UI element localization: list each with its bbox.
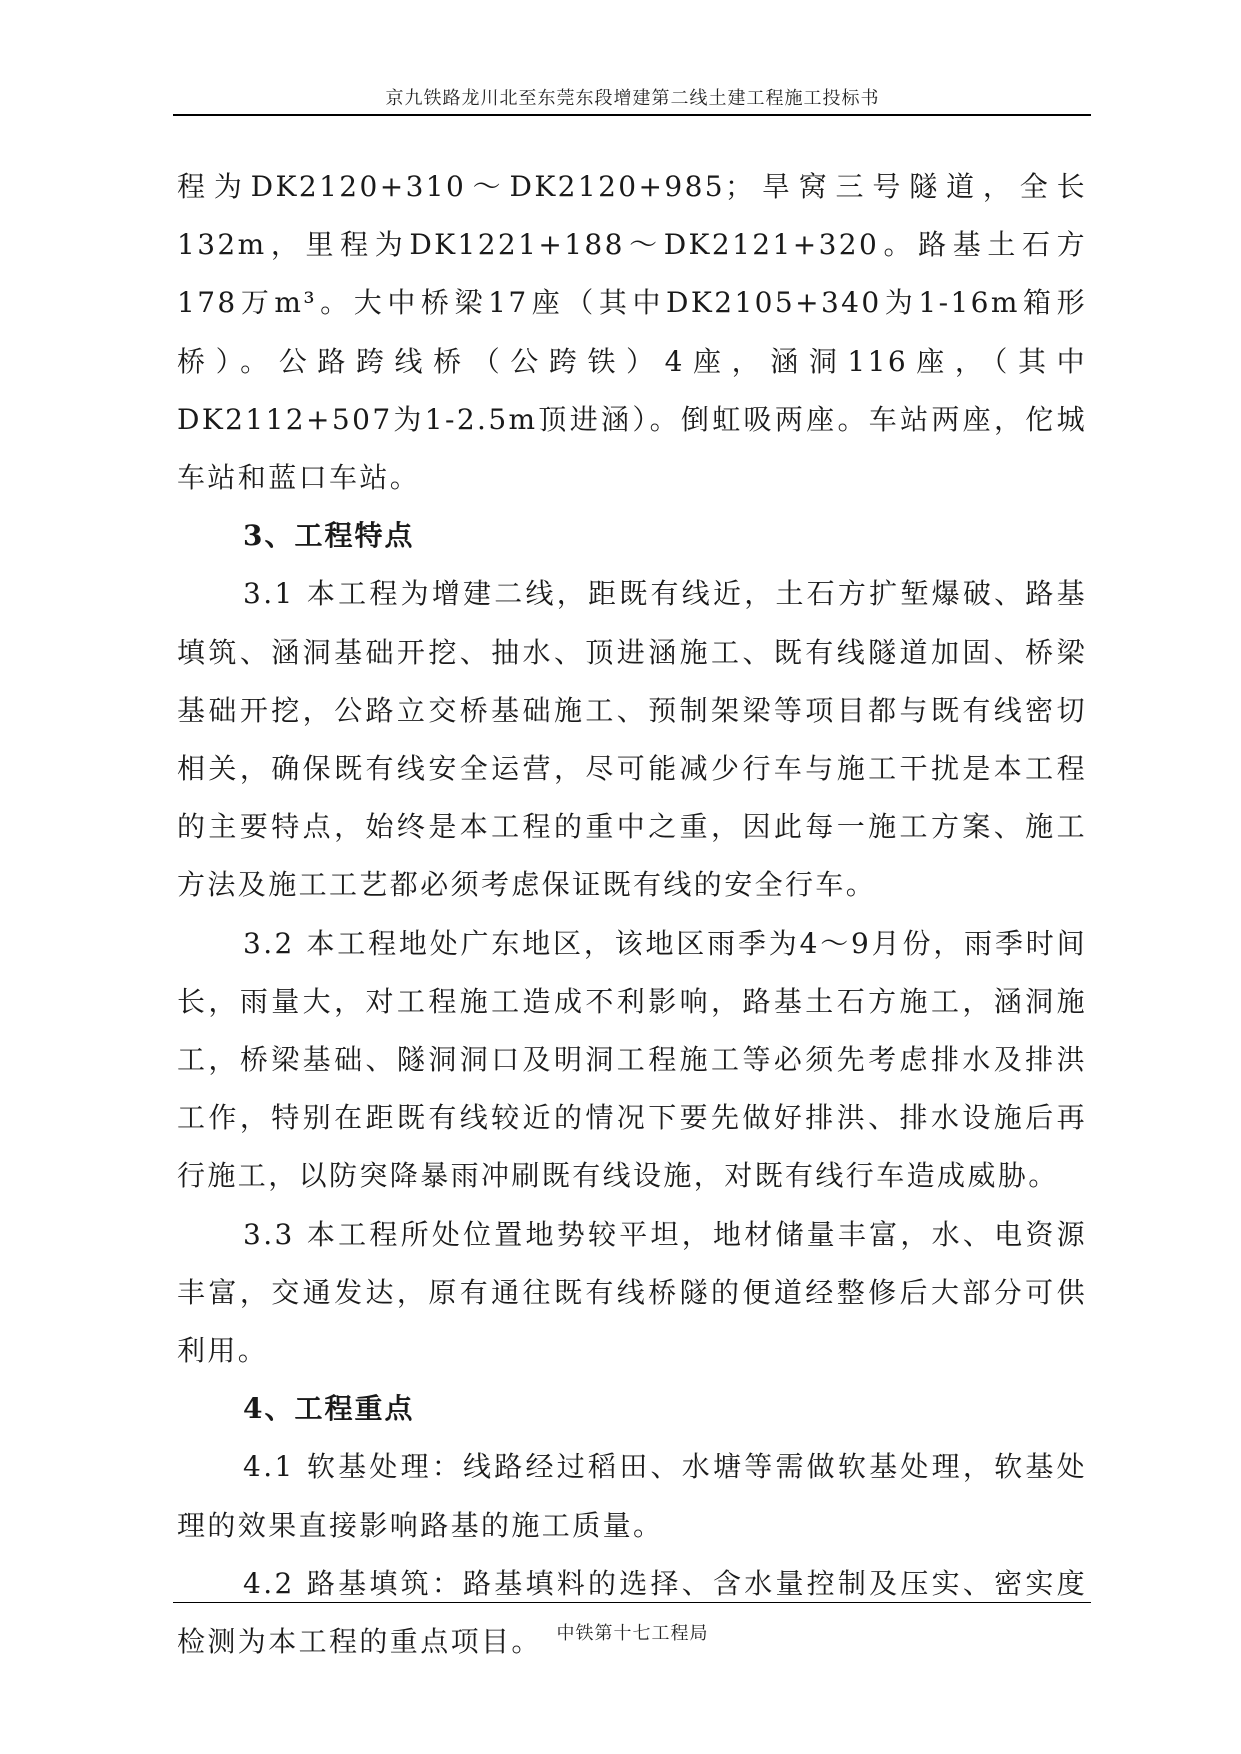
intro-paragraph: 程为DK2120+310～DK2120+985；旱窝三号隧道，全长132m，里程为DK1221+188～DK2121+320。路基土石方178万m³。大中桥梁17座（其中DK2105+340为1-16m箱形桥）。公路跨线桥（公跨铁）4座，涵洞116座，（其中DK2112+507为1-2.5m顶进涵）。倒虹吸两座。车站两座，佗城车站和蓝口车站。 xyxy=(177,170,1087,495)
paragraph-3-1: 3.1 本工程为增建二线，距既有线近，土石方扩堑爆破、路基填筑、涵洞基础开挖、抽水、顶进涵施工、既有线隧道加固、桥梁基础开挖，公路立交桥基础施工、预制架梁等项目都与既有线密切相关，确保既有线安全运营，尽可能减少行车与施工干扰是本工程的主要特点，始终是本工程的重中之重，因此每一施工方案、施工方法及施工工艺都必须考虑保证既有线的安全行车。 xyxy=(177,577,1087,902)
paragraph-3-3: 3.3 本工程所处位置地势较平坦，地材储量丰富，水、电资源丰富，交通发达，原有通往既有线桥隧的便道经整修后大部分可供利用。 xyxy=(177,1217,1087,1368)
section-4-heading: 4、工程重点 xyxy=(243,1392,415,1426)
page-header-title: 京九铁路龙川北至东莞东段增建第二线土建工程施工投标书 xyxy=(385,88,880,109)
paragraph-4-1: 4.1 软基处理：线路经过稻田、水塘等需做软基处理，软基处理的效果直接影响路基的施工质量。 xyxy=(177,1450,1087,1542)
page-footer-company: 中铁第十七工程局 xyxy=(556,1623,709,1644)
paragraph-4-2: 4.2 路基填筑：路基填料的选择、含水量控制及压实、密实度检测为本工程的重点项目。 xyxy=(177,1566,1087,1659)
footer-divider xyxy=(173,1602,1091,1603)
paragraph-3-2: 3.2 本工程地处广东地区，该地区雨季为4～9月份，雨季时间长，雨量大，对工程施工造成不利影响，路基土石方施工，涵洞施工，桥梁基础、隧洞洞口及明洞工程施工等必须先考虑排水及排洪工作，特别在距既有线较近的情况下要先做好排洪、排水设施后再行施工，以防突降暴雨冲刷既有线设施，对既有线行车造成威胁。 xyxy=(177,926,1087,1193)
header-divider xyxy=(173,114,1091,116)
section-3-heading: 3、工程特点 xyxy=(243,519,415,553)
document-body xyxy=(177,158,1087,1671)
